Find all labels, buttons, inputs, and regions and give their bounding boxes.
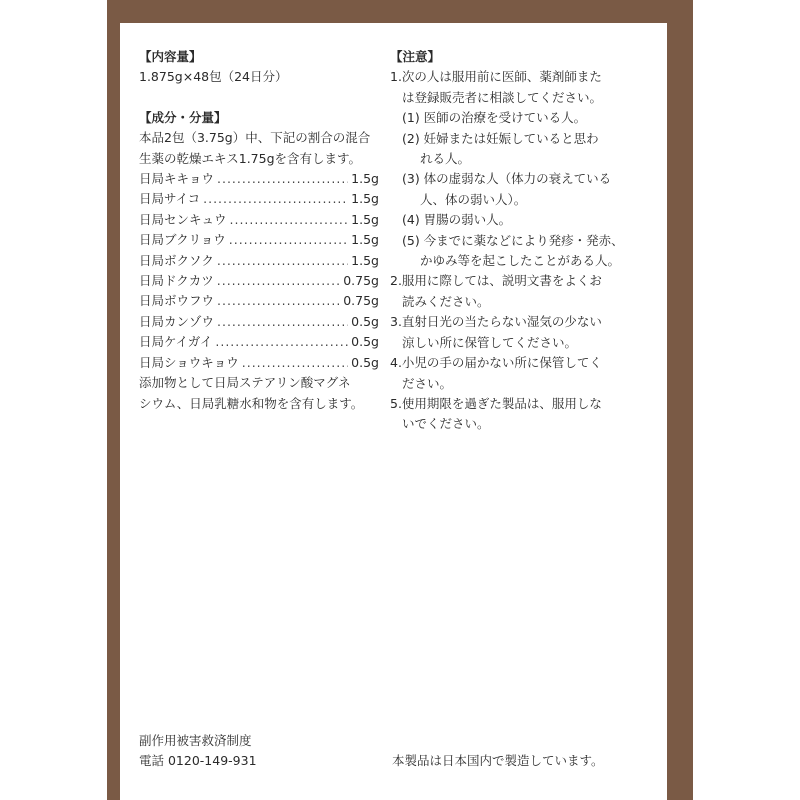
relief-system-phone: 電話 0120-149-931 [139,753,257,769]
ingredient-row [139,312,379,332]
notes-heading: 【注意】 [390,49,441,64]
dot-leader [230,210,349,230]
notes-line: 人、体の弱い人）。 [420,191,527,207]
ingredient-amount: 1.5g [351,211,379,227]
dot-leader [217,169,348,189]
ingredient-amount: 0.5g [351,354,379,370]
notes-line: いでください。 [402,416,490,432]
notes-line: ださい。 [402,375,453,391]
dot-leader [203,189,348,209]
notes-line: (4) 胃腸の弱い人。 [402,212,512,228]
relief-system-block [139,731,257,772]
ingredient-name: 日局カンゾウ [139,313,215,329]
ingredient-amount: 0.75g [343,293,379,309]
notes-line: れる人。 [420,151,471,167]
ingredient-amount: 0.5g [351,313,379,329]
ingredient-amount: 1.5g [351,252,379,268]
ingredients-heading: 【成分・分量】 [139,109,227,125]
ingredient-amount: 0.5g [351,334,379,350]
contents-heading: 【内容量】 [139,49,202,64]
dot-leader [242,353,348,373]
ingredients-intro-line: 本品2包（3.75g）中、下記の割合の混合 [139,130,371,146]
notes-line: (5) 今までに薬などにより発疹・発赤、 [402,232,624,248]
left-column [139,47,379,414]
ingredient-row [139,332,379,352]
ingredient-name: 日局センキュウ [139,211,227,227]
dot-leader [217,251,348,271]
ingredient-name: 日局ブクリョウ [139,232,226,248]
ingredient-row [139,251,379,271]
notes-line: (1) 医師の治療を受けている人。 [402,110,587,126]
notes-line: は登録販売者に相談してください。 [402,89,603,105]
ingredient-row [139,271,379,291]
notes-line: かゆみ等を起こしたことがある人。 [420,253,621,269]
label-panel [120,23,667,800]
dot-leader [217,291,340,311]
ingredient-name: 日局ケイガイ [139,334,213,350]
dot-leader [217,312,348,332]
ingredient-name: 日局キキョウ [139,171,215,187]
notes-line: 涼しい所に保管してください。 [402,334,578,350]
ingredient-amount: 1.5g [351,191,379,207]
ingredient-name: 日局ドクカツ [139,273,214,289]
ingredient-row [139,189,379,209]
ingredient-name: 日局ボクソク [139,252,214,268]
dot-leader [215,332,348,352]
notes-list [390,67,652,434]
ingredient-row [139,230,379,250]
notes-line: 3.直射日光の当たらない湿気の少ない [390,314,602,330]
ingredient-amount: 1.5g [351,232,379,248]
notes-line: 1.次の人は服用前に医師、薬剤師また [390,69,602,85]
ingredient-amount: 1.5g [351,171,379,187]
ingredient-row [139,169,379,189]
ingredient-name: 日局ショウキョウ [139,354,239,370]
ingredient-name: 日局サイコ [139,191,201,207]
made-in-japan-note: 本製品は日本国内で製造しています。 [392,753,604,768]
ingredient-row [139,353,379,373]
ingredient-row [139,210,379,230]
notes-line: 読みください。 [402,293,490,309]
ingredients-intro-line: 生薬の乾燥エキス1.75gを含有します。 [139,150,362,166]
relief-system-title: 副作用被害救済制度 [139,733,252,748]
notes-line: (3) 体の虚弱な人（体力の衰えている [402,171,612,187]
right-column [390,47,652,435]
additives-line: 添加物として日局ステアリン酸マグネ [139,375,351,391]
dot-leader [229,230,348,250]
ingredient-amount: 0.75g [343,273,379,289]
ingredient-row [139,291,379,311]
ingredient-name: 日局ボウフウ [139,293,215,309]
ingredient-list [139,169,379,373]
additives-line: シウム、日局乳糖水和物を含有します。 [139,395,364,411]
notes-line: 2.服用に際しては、説明文書をよくお [390,273,602,289]
notes-line: 5.使用期限を過ぎた製品は、服用しな [390,395,602,411]
contents-amount: 1.875g×48包（24日分） [139,69,288,85]
notes-line: 4.小児の手の届かない所に保管してく [390,355,602,371]
notes-line: (2) 妊婦または妊娠していると思わ [402,130,599,146]
dot-leader [217,271,340,291]
